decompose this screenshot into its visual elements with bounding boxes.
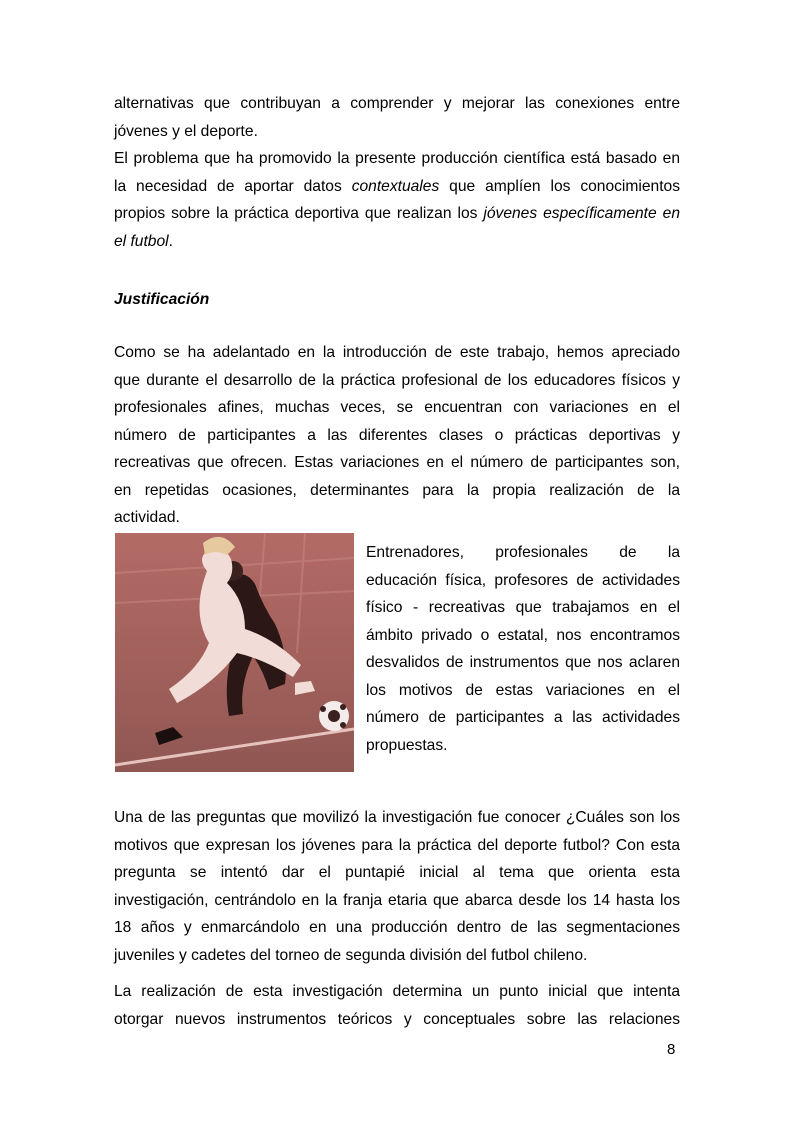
- paragraph-beside-photo: [366, 539, 680, 759]
- text-line: [114, 228, 680, 256]
- text-line: ámbito privado o estatal, nos encontramos: [366, 626, 680, 644]
- text-line: número de participantes a las diferentes clases o prácticas deportivas y: [114, 426, 680, 444]
- text-run: la necesidad de aportar datos: [114, 177, 352, 195]
- page-number: 8: [667, 1041, 676, 1058]
- italic-run: el futbol: [114, 232, 169, 250]
- text-line: en repetidas ocasiones, determinantes para la propia realización de la: [114, 481, 680, 499]
- text-line: que durante el desarrollo de la práctica profesional de los educadores físicos y: [114, 371, 680, 389]
- text-line: Entrenadores, profesionales de la: [366, 544, 680, 561]
- paragraph-research-question: [114, 804, 680, 969]
- text-line: motivos que expresan los jóvenes para la práctica del deporte futbol? Con esta: [114, 836, 680, 854]
- soccer-players-photo: [115, 533, 354, 772]
- text-line: actividad.: [114, 509, 180, 526]
- text-line: físico - recreativas que trabajamos en el: [366, 599, 680, 616]
- paragraph-justification: [114, 339, 680, 532]
- text-line: El problema que ha promovido la presente producción científica está basado en: [114, 150, 680, 167]
- text-line: profesionales afines, muchas veces, se encuentran con variaciones en el: [114, 399, 680, 416]
- text-line: investigación, centrándolo en la franja etaria que abarca desde los 14 hasta los: [114, 891, 680, 909]
- text-line: 18 años y enmarcándolo en una producción dentro de las segmentaciones: [114, 919, 680, 936]
- text-line: recreativas que ofrecen. Estas variaciones en el número de participantes son,: [114, 454, 680, 471]
- text-line: los motivos de estas variaciones en el: [366, 681, 680, 699]
- text-line: [114, 200, 680, 228]
- text-line: número de participantes a las actividades: [366, 709, 680, 726]
- text-run: que amplíen los conocimientos: [439, 177, 680, 195]
- paragraph-intro-end: [114, 90, 680, 145]
- text-line: pregunta se intentó dar el puntapié inicial al tema que orienta esta: [114, 864, 680, 881]
- text-line: desvalidos de instrumentos que nos aclaren: [366, 654, 680, 671]
- paragraph-problem: [114, 145, 680, 255]
- text-run: .: [168, 232, 173, 250]
- text-line: La realización de esta investigación determina un punto inicial que intenta: [114, 983, 680, 1000]
- text-line: [114, 173, 680, 201]
- text-line: jóvenes y el deporte.: [114, 122, 258, 140]
- section-heading: Justificación: [114, 291, 210, 308]
- text-line: juveniles y cadetes del torneo de segunda división del futbol chileno.: [114, 946, 588, 964]
- italic-run: jóvenes específicamente en: [483, 205, 680, 222]
- text-run: propios sobre la práctica deportiva que realizan los: [114, 205, 484, 222]
- text-line: Como se ha adelantado en la introducción de este trabajo, hemos apreciado: [114, 344, 680, 361]
- text-line: Una de las preguntas que movilizó la investigación fue conocer ¿Cuáles son los: [114, 809, 680, 826]
- text-line: propuestas.: [366, 736, 448, 754]
- text-line: otorgar nuevos instrumentos teóricos y conceptuales sobre las relaciones: [114, 1010, 680, 1028]
- paragraph-research-start: [114, 978, 680, 1033]
- text-line: educación física, profesores de actividades: [366, 571, 680, 589]
- photo-illustration: [115, 533, 354, 772]
- text-line: alternativas que contribuyan a comprender y mejorar las conexiones entre: [114, 95, 680, 112]
- italic-run: contextuales: [351, 177, 440, 195]
